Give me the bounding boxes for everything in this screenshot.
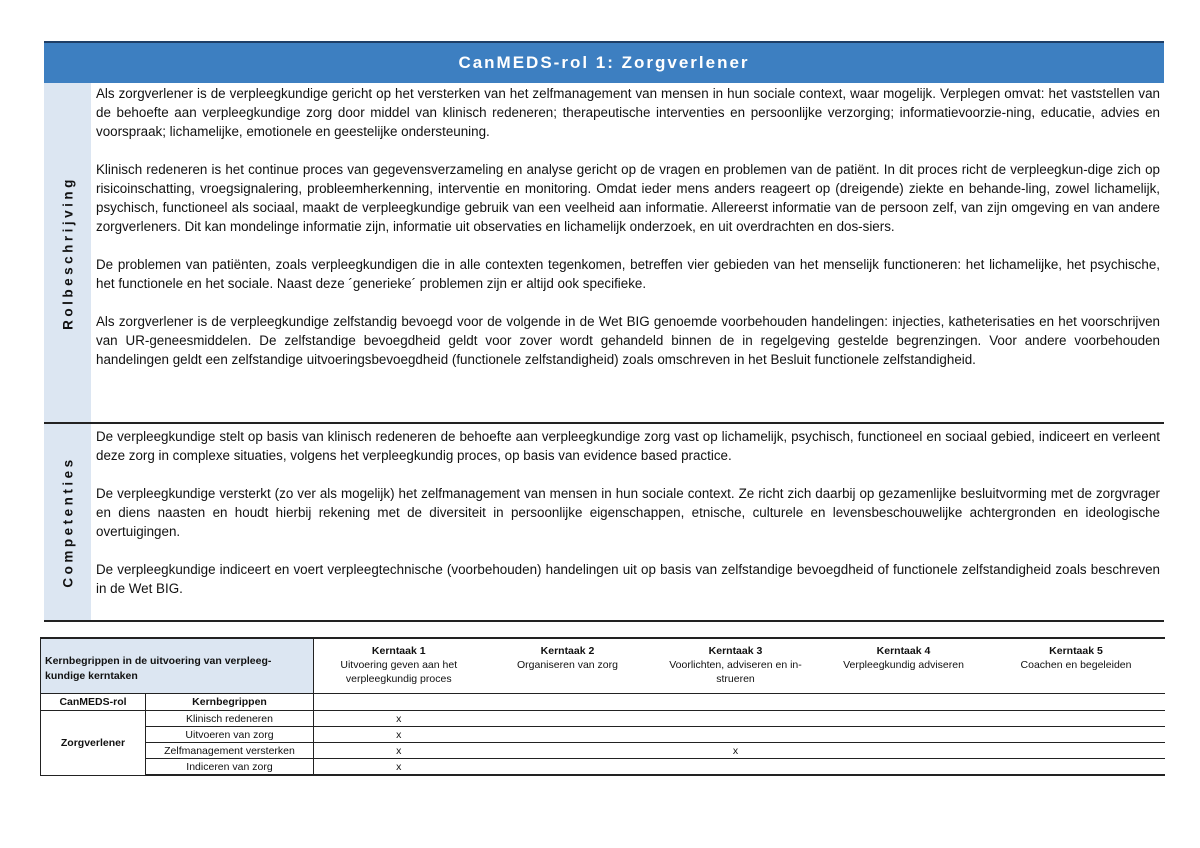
kerntaak-header — [314, 638, 484, 694]
kerntaak-desc: Verpleegkundig adviseren — [843, 659, 964, 671]
kerntaak-name: Kerntaak 4 — [876, 645, 931, 657]
mark-cell: x — [314, 743, 484, 759]
mark-cell — [988, 711, 1165, 727]
rolbeschrijving-section — [44, 83, 1164, 424]
kerntaak-name: Kerntaak 3 — [708, 645, 763, 657]
competenties-label: Competenties — [60, 456, 75, 588]
kerntaak-name: Kerntaak 2 — [540, 645, 595, 657]
kerntaak-header — [988, 638, 1165, 694]
mark-cell — [988, 759, 1165, 776]
mark-cell — [484, 759, 652, 776]
mark-cell — [484, 743, 652, 759]
competenties-paragraph: De verpleegkundige stelt op basis van klinisch redeneren de behoefte aan verpleegkundige zorg vast op lichamelijk, psychisch, functioneel en sociaal gebied, indiceert en verleent deze zorg in complexe situaties, volgens het verpleegkundig proces, op basis van evidence based practice. — [96, 429, 1160, 463]
competenties-section — [44, 424, 1164, 622]
rolbeschrijving-paragraph: De problemen van patiënten, zoals verpleegkundigen die in alle contexten tegenkomen, betreffen vier gebieden van het menselijk functioneren: het lichamelijke, het psychische, het functionele en het sociale. Naast deze ´generieke´ problemen zijn er altijd ook specifieke. — [96, 257, 1160, 291]
mark-cell — [820, 711, 988, 727]
page-title: CanMEDS-rol 1: Zorgverlener — [458, 53, 750, 72]
table-header-row — [41, 638, 1165, 694]
kernbegrip-cell: Klinisch redeneren — [146, 711, 314, 727]
col-header-kernbegrippen: Kernbegrippen — [146, 694, 314, 711]
rolbeschrijving-label: Rolbeschrijving — [60, 175, 75, 330]
table-row — [41, 727, 1165, 743]
mark-cell — [988, 727, 1165, 743]
kerntaak-header — [652, 638, 820, 694]
mark-cell: x — [314, 727, 484, 743]
kerntaak-desc: Coachen en begeleiden — [1020, 659, 1132, 671]
competenties-paragraph: De verpleegkundige indiceert en voert verpleegtechnische (voorbehouden) handelingen uit op basis van zelfstandige bevoegdheid of functionele zelfstandigheid zoals beschreven in de Wet BIG. — [96, 562, 1160, 596]
rolbeschrijving-paragraph: Als zorgverlener is de verpleegkundige gericht op het versterken van het zelfmanagement van mensen in hun sociale context, waar mogelijk. Verplegen omvat: het vaststellen van de behoefte aan verpleegkundige zorg door middel van klinisch redeneren; therapeutische interventies en persoonlijke verzorging; informatievoorzie-ning, educatie, advies en voorspraak; lichamelijke, emotionele en geestelijke ondersteuning. — [96, 86, 1160, 139]
mark-cell — [652, 759, 820, 776]
mark-cell — [652, 727, 820, 743]
rolbeschrijving-side — [44, 83, 91, 422]
mark-cell — [652, 711, 820, 727]
col-header-canmeds: CanMEDS-rol — [41, 694, 146, 711]
kerntaak-header — [484, 638, 652, 694]
competenties-side — [44, 424, 91, 620]
table-row — [41, 759, 1165, 776]
kerntaak-name: Kerntaak 1 — [371, 645, 426, 657]
table-row — [41, 711, 1165, 727]
kerntaak-desc: Organiseren van zorg — [517, 659, 618, 671]
rolbeschrijving-paragraph: Klinisch redeneren is het continue proces van gegevensverzameling en analyse gericht op de vragen en problemen van de patiënt. In dit proces richt de verpleegkun-dige zich op risicoinschatting, vroegsignalering, probleemherkenning, interventie en monitoring. Omdat ieder mens anders reageert op (dreigende) ziekte en behande-ling, zowel lichamelijk, psychisch, functioneel als sociaal, maakt de verpleegkundige gebruik van een veelheid aan informatie. Allereerst informatie van de persoon zelf, van zijn omgeving en van andere zorgverleners. Dit kan mondelinge informatie zijn, informatie uit observaties en lichamelijk onderzoek, en uit overdrachten en dos-siers. — [96, 162, 1160, 234]
kerntaak-desc: Uitvoering geven aan het verpleegkundig proces — [340, 659, 458, 685]
table-row — [41, 743, 1165, 759]
competenties-text — [96, 427, 1160, 598]
mark-cell: x — [314, 711, 484, 727]
mark-cell — [820, 759, 988, 776]
mark-cell — [484, 727, 652, 743]
mark-cell: x — [314, 759, 484, 776]
kerntaak-header — [820, 638, 988, 694]
mark-cell — [820, 743, 988, 759]
table-subheader-row — [41, 694, 1165, 711]
rolbeschrijving-paragraph: Als zorgverlener is de verpleegkundige zelfstandig bevoegd voor de volgende in de Wet BIG genoemde voorbehouden handelingen: injecties, katheterisaties en het voorschrijven van UR-geneesmiddelen. De zelfstandige bevoegdheid geldt voor zover wordt gehandeld binnen de in regelgeving gestelde begrenzingen. Voor andere voorbehouden handelingen geldt een zelfstandige uitvoeringsbevoegdheid (functionele zelfstandigheid) zoals omschreven in het Besluit functionele zelfstandigheid. — [96, 314, 1160, 367]
mark-cell: x — [652, 743, 820, 759]
empty-header-cell — [314, 694, 1165, 711]
mark-cell — [484, 711, 652, 727]
kernbegrip-cell: Uitvoeren van zorg — [146, 727, 314, 743]
kernbegrippen-table — [40, 637, 1165, 776]
mark-cell — [820, 727, 988, 743]
table-title: Kernbegrippen in de uitvoering van verpleeg-kundige kerntaken — [41, 638, 314, 694]
header-bar — [44, 41, 1164, 83]
mark-cell — [988, 743, 1165, 759]
kernbegrip-cell: Zelfmanagement versterken — [146, 743, 314, 759]
rolbeschrijving-text — [96, 84, 1160, 369]
competenties-paragraph: De verpleegkundige versterkt (zo ver als mogelijk) het zelfmanagement van mensen in hun sociale context. Ze richt zich daarbij op gezamenlijke besluitvorming met de zorgvrager en diens naasten en houdt hierbij rekening met de diversiteit in persoonlijke eigenschappen, etnische, culturele en levensbeschouwelijke achtergronden en ideologische overtuigingen. — [96, 486, 1160, 539]
rol-cell: Zorgverlener — [41, 711, 146, 776]
kerntaak-name: Kerntaak 5 — [1049, 645, 1103, 657]
kernbegrip-cell: Indiceren van zorg — [146, 759, 314, 776]
kerntaak-desc: Voorlichten, adviseren en in-strueren — [669, 659, 802, 685]
